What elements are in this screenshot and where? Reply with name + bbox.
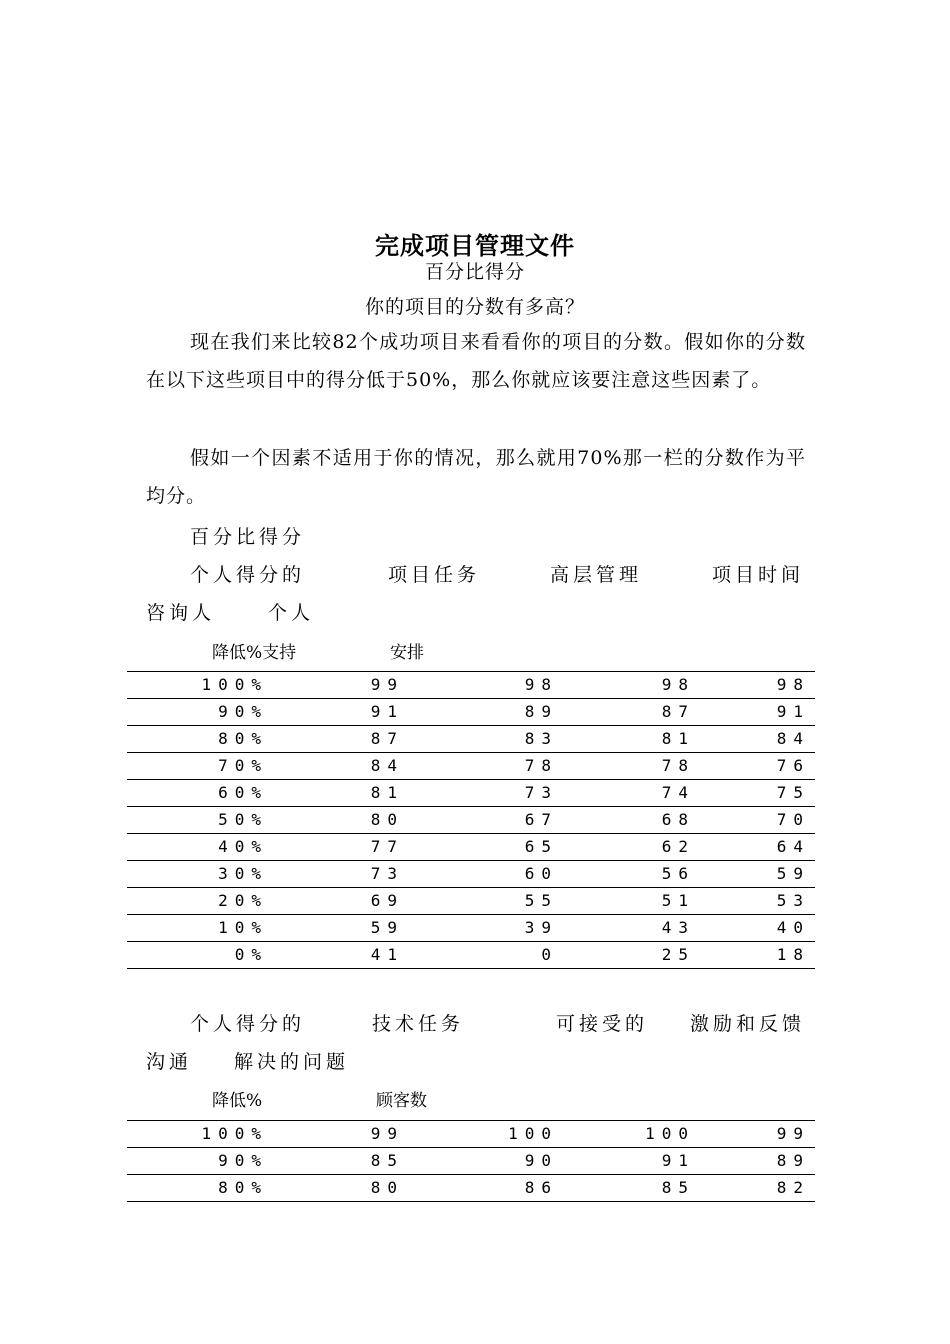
table-rule [127, 1174, 815, 1175]
table-cell-percent: 10% [218, 918, 268, 937]
table-cell-value: 64 [776, 837, 810, 856]
table-cell-percent: 0% [234, 945, 268, 964]
table-cell-percent: 80% [218, 729, 268, 748]
table2-header-col4: 激励和反馈 [690, 1013, 806, 1035]
table-cell-value: 73 [524, 783, 558, 802]
table-cell-value: 91 [661, 1151, 695, 1170]
table-cell-value: 84 [776, 729, 810, 748]
table-cell-percent: 20% [218, 891, 268, 910]
table-cell-value: 53 [776, 891, 810, 910]
table-cell-value: 99 [370, 675, 404, 694]
intro-paragraph: 现在我们来比较82个成功项目来看看你的项目的分数。假如你的分数在以下这些项目中的得分低于50%，那么你就应该要注意这些因素了。 [146, 331, 806, 391]
table-cell-value: 70 [776, 810, 810, 829]
table-cell-percent: 100% [201, 1124, 268, 1143]
document-title: 完成项目管理文件 [375, 231, 575, 260]
table-cell-value: 25 [661, 945, 695, 964]
table-cell-value: 80 [370, 810, 404, 829]
table1-header-sub3: 降低%支持 [212, 643, 297, 663]
table-rule [127, 860, 815, 861]
table-cell-value: 98 [524, 675, 558, 694]
table-cell-value: 86 [524, 1178, 558, 1197]
table-cell-value: 80 [370, 1178, 404, 1197]
table-cell-value: 40 [776, 918, 810, 937]
table-cell-value: 91 [776, 702, 810, 721]
table-cell-value: 77 [370, 837, 404, 856]
table-rule [127, 806, 815, 807]
table-rule [127, 1120, 815, 1121]
table-cell-value: 75 [776, 783, 810, 802]
table-cell-value: 83 [524, 729, 558, 748]
table2-header-col2: 技术任务 [372, 1013, 465, 1035]
table-cell-value: 85 [661, 1178, 695, 1197]
table-cell-value: 100 [508, 1124, 558, 1143]
table-cell-value: 67 [524, 810, 558, 829]
table-cell-value: 55 [524, 891, 558, 910]
table-cell-percent: 50% [218, 810, 268, 829]
table-cell-value: 41 [370, 945, 404, 964]
table-cell-percent: 60% [218, 783, 268, 802]
table-cell-value: 59 [776, 864, 810, 883]
table-cell-value: 85 [370, 1151, 404, 1170]
table-rule [127, 914, 815, 915]
table-cell-percent: 90% [218, 1151, 268, 1170]
table-cell-percent: 30% [218, 864, 268, 883]
table-rule [127, 833, 815, 834]
table-cell-value: 84 [370, 756, 404, 775]
table-rule [127, 671, 815, 672]
table-cell-value: 78 [524, 756, 558, 775]
table2-header-col3: 可接受的 [556, 1013, 649, 1035]
table-cell-value: 74 [661, 783, 695, 802]
table-cell-value: 100 [645, 1124, 695, 1143]
table-rule [127, 887, 815, 888]
table-cell-percent: 70% [218, 756, 268, 775]
table-cell-value: 69 [370, 891, 404, 910]
table-cell-value: 60 [524, 864, 558, 883]
table-cell-percent: 80% [218, 1178, 268, 1197]
table2-header-sub4: 顾客数 [376, 1091, 427, 1111]
table-cell-value: 51 [661, 891, 695, 910]
table-cell-value: 89 [776, 1151, 810, 1170]
table-cell-value: 56 [661, 864, 695, 883]
table1-header-col4: 项目时间 [712, 564, 805, 586]
table-rule [127, 968, 815, 969]
table2-header-sub2: 解决的问题 [234, 1051, 350, 1073]
table-rule [127, 941, 815, 942]
table-cell-value: 68 [661, 810, 695, 829]
table-rule [127, 725, 815, 726]
table1-header-col1: 个人得分的 [190, 564, 306, 586]
table-cell-percent: 40% [218, 837, 268, 856]
table-rule [127, 1201, 815, 1202]
table-rule [127, 779, 815, 780]
table-rule [127, 752, 815, 753]
section-label: 百分比得分 [190, 526, 306, 548]
table2-header-sub3: 降低% [212, 1091, 263, 1111]
table-rule [127, 698, 815, 699]
table-cell-value: 62 [661, 837, 695, 856]
table-cell-value: 59 [370, 918, 404, 937]
table-cell-value: 98 [661, 675, 695, 694]
table1-header-sub4: 安排 [390, 643, 424, 663]
table1-header-col3: 高层管理 [550, 564, 643, 586]
table2-header-col1: 个人得分的 [190, 1013, 306, 1035]
table-rule [127, 1147, 815, 1148]
table-cell-value: 90 [524, 1151, 558, 1170]
table-cell-value: 98 [776, 675, 810, 694]
table-cell-value: 87 [661, 702, 695, 721]
table-cell-percent: 100% [201, 675, 268, 694]
document-subtitle: 百分比得分 [424, 261, 525, 283]
table1-header-col2: 项目任务 [388, 564, 481, 586]
table-cell-value: 91 [370, 702, 404, 721]
instruction-paragraph: 假如一个因素不适用于你的情况，那么就用70%那一栏的分数作为平均分。 [146, 447, 806, 507]
table-cell-value: 99 [370, 1124, 404, 1143]
table-cell-value: 81 [661, 729, 695, 748]
table-cell-percent: 90% [218, 702, 268, 721]
table-cell-value: 87 [370, 729, 404, 748]
table-cell-value: 39 [524, 918, 558, 937]
table-cell-value: 99 [776, 1124, 810, 1143]
table-cell-value: 18 [776, 945, 810, 964]
table-cell-value: 73 [370, 864, 404, 883]
table-cell-value: 76 [776, 756, 810, 775]
table1-header-sub1: 咨询人 [146, 602, 216, 624]
table-cell-value: 0 [541, 945, 558, 964]
question-heading: 你的项目的分数有多高？ [364, 296, 585, 318]
table-cell-value: 89 [524, 702, 558, 721]
table-cell-value: 65 [524, 837, 558, 856]
table-cell-value: 82 [776, 1178, 810, 1197]
table-cell-value: 78 [661, 756, 695, 775]
table-cell-value: 81 [370, 783, 404, 802]
table-cell-value: 43 [661, 918, 695, 937]
table1-header-sub2: 个人 [268, 602, 315, 624]
table2-header-sub1: 沟通 [146, 1051, 193, 1073]
